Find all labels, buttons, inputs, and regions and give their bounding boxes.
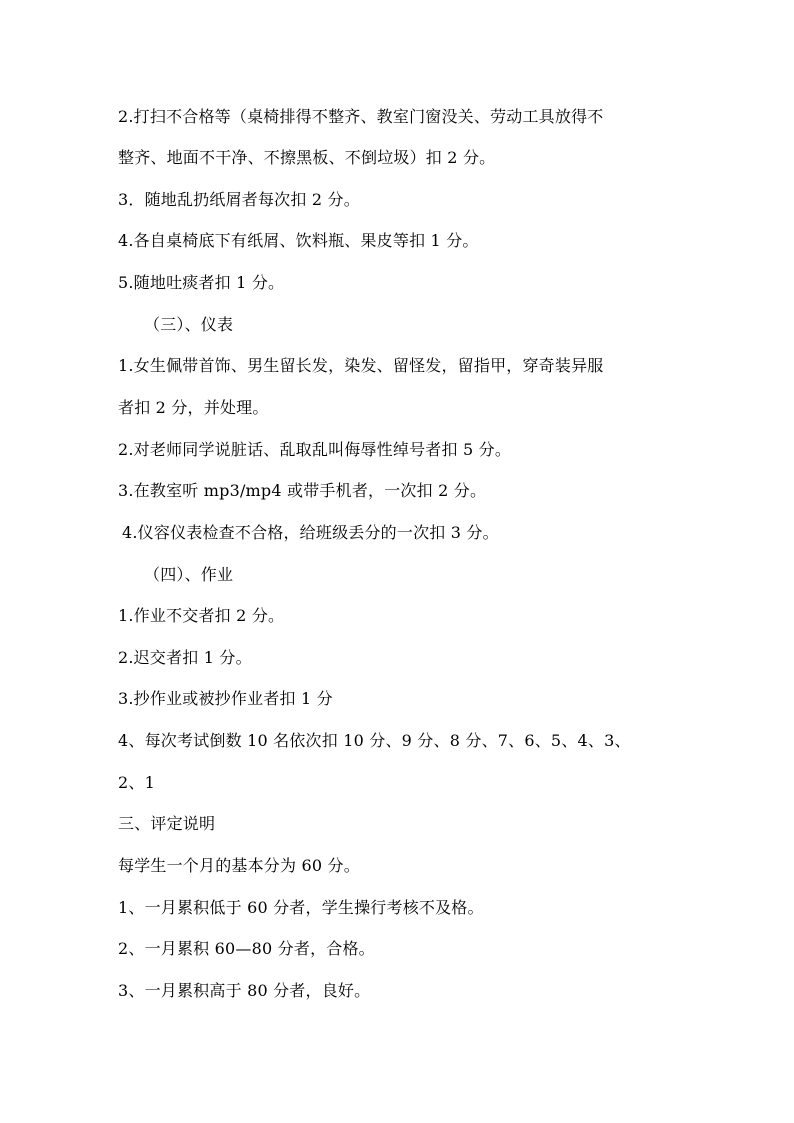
text-line: 5.随地吐痰者扣 1 分。 bbox=[118, 273, 285, 292]
section-heading: 三、评定说明 bbox=[118, 814, 216, 833]
text-line: 3.抄作业或被抄作业者扣 1 分 bbox=[118, 689, 333, 708]
text-line: 2、1 bbox=[118, 773, 155, 792]
text-line: 1.作业不交者扣 2 分。 bbox=[118, 606, 285, 625]
text-line: 者扣 2 分，并处理。 bbox=[118, 398, 269, 417]
section-heading: （三）、仪表 bbox=[144, 315, 234, 334]
text-line: 2、一月累积 60—80 分者，合格。 bbox=[118, 939, 375, 958]
section-heading: （四）、作业 bbox=[144, 565, 234, 584]
text-line: 整齐、地面不干净、不擦黑板、不倒垃圾）扣 2 分。 bbox=[118, 148, 496, 167]
text-line: 4.各自桌椅底下有纸屑、饮料瓶、果皮等扣 1 分。 bbox=[118, 231, 479, 250]
text-line: 3.在教室听 mp3/mp4 或带手机者，一次扣 2 分。 bbox=[118, 481, 487, 500]
text-line: 2.对老师同学说脏话、乱取乱叫侮辱性绰号者扣 5 分。 bbox=[118, 440, 512, 459]
text-line: 2.打扫不合格等（桌椅排得不整齐、教室门窗没关、劳动工具放得不 bbox=[118, 107, 604, 126]
text-line: 3．随地乱扔纸屑者每次扣 2 分。 bbox=[118, 190, 360, 209]
text-line: 4、每次考试倒数 10 名依次扣 10 分、9 分、8 分、7、6、5、4、3、 bbox=[118, 731, 631, 750]
text-line: 1.女生佩带首饰、男生留长发，染发、留怪发，留指甲，穿奇装异服 bbox=[118, 356, 604, 375]
text-line: 4.仪容仪表检查不合格，给班级丢分的一次扣 3 分。 bbox=[122, 523, 499, 542]
text-line: 1、一月累积低于 60 分者，学生操行考核不及格。 bbox=[118, 898, 484, 917]
text-line: 3、一月累积高于 80 分者，良好。 bbox=[118, 981, 371, 1000]
text-line: 2.迟交者扣 1 分。 bbox=[118, 648, 252, 667]
text-line: 每学生一个月的基本分为 60 分。 bbox=[118, 856, 360, 875]
